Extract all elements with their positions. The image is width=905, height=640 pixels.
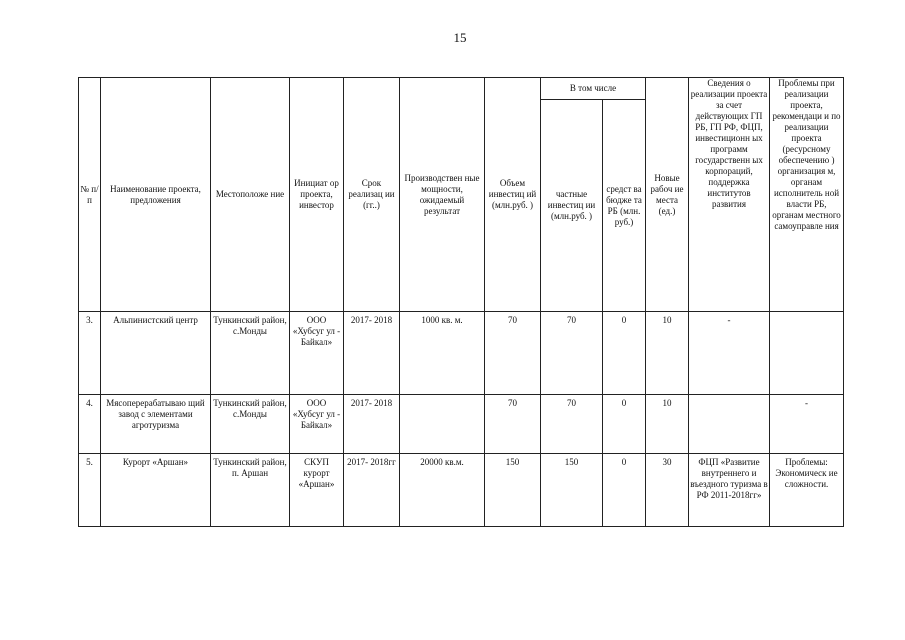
cell-location: Тункинский район, п. Аршан	[211, 454, 290, 527]
cell-investment: 70	[485, 312, 541, 395]
cell-jobs: 10	[646, 395, 689, 454]
table-row	[79, 454, 844, 527]
cell-period: 2017- 2018	[344, 395, 400, 454]
cell-problems: -	[770, 395, 844, 454]
cell-jobs: 30	[646, 454, 689, 527]
cell-num: 5.	[79, 454, 101, 527]
cell-capacity: 1000 кв. м.	[400, 312, 485, 395]
cell-num: 3.	[79, 312, 101, 395]
cell-info: -	[689, 312, 770, 395]
cell-private: 70	[541, 395, 603, 454]
cell-initiator: ООО «Хубсуг ул - Байкал»	[290, 395, 344, 454]
header-investment: Объем инвестиц ий (млн.руб. )	[485, 78, 541, 312]
cell-name: Курорт «Аршан»	[101, 454, 211, 527]
cell-info: ФЦП «Развитие внутреннего и въездного туризма в РФ 2011-2018гг»	[689, 454, 770, 527]
table-row	[79, 312, 844, 395]
cell-budget: 0	[603, 454, 646, 527]
header-capacity: Производствен ные мощности, ожидаемый результат	[400, 78, 485, 312]
page-number: 15	[453, 30, 467, 45]
cell-jobs: 10	[646, 312, 689, 395]
header-name: Наименование проекта, предложения	[101, 78, 211, 312]
cell-info	[689, 395, 770, 454]
cell-period: 2017- 2018гг	[344, 454, 400, 527]
cell-num: 4.	[79, 395, 101, 454]
header-including: В том числе	[541, 78, 646, 100]
cell-investment: 70	[485, 395, 541, 454]
cell-initiator: ООО «Хубсуг ул - Байкал»	[290, 312, 344, 395]
cell-budget: 0	[603, 312, 646, 395]
header-period: Срок реализац ии (гг..)	[344, 78, 400, 312]
cell-name: Альпинистский центр	[101, 312, 211, 395]
cell-period: 2017- 2018	[344, 312, 400, 395]
header-problems: Проблемы при реализации проекта, рекомендаци и по реализации проекта (ресурсному обеспечению ) организация м, органам исполнитель ной власти РБ, органам местного самоуправле ния	[770, 78, 844, 312]
cell-private: 70	[541, 312, 603, 395]
header-budget: средст ва бюдже та РБ (млн. руб.)	[603, 100, 646, 312]
cell-capacity: 20000 кв.м.	[400, 454, 485, 527]
header-jobs: Новые рабоч ие места (ед.)	[646, 78, 689, 312]
cell-budget: 0	[603, 395, 646, 454]
cell-location: Тункинский район, с.Монды	[211, 312, 290, 395]
cell-investment: 150	[485, 454, 541, 527]
investment-projects-table	[78, 77, 844, 527]
header-initiator: Инициат ор проекта, инвестор	[290, 78, 344, 312]
table-row	[79, 395, 844, 454]
cell-location: Тункинский район, с.Монды	[211, 395, 290, 454]
header-private: частные инвестиц ии (млн.руб. )	[541, 100, 603, 312]
cell-initiator: СКУП курорт «Аршан»	[290, 454, 344, 527]
cell-private: 150	[541, 454, 603, 527]
header-info: Сведения о реализации проекта за счет действующих ГП РБ, ГП РФ, ФЦП, инвестиционн ых программ государственн ых корпораций, поддержка институтов развития	[689, 78, 770, 312]
header-location: Местоположе ние	[211, 78, 290, 312]
cell-problems	[770, 312, 844, 395]
cell-capacity	[400, 395, 485, 454]
cell-name: Мясоперерабатываю щий завод с элементами агротуризма	[101, 395, 211, 454]
cell-problems: Проблемы: Экономическ ие сложности.	[770, 454, 844, 527]
header-num: № п/п	[79, 78, 101, 312]
